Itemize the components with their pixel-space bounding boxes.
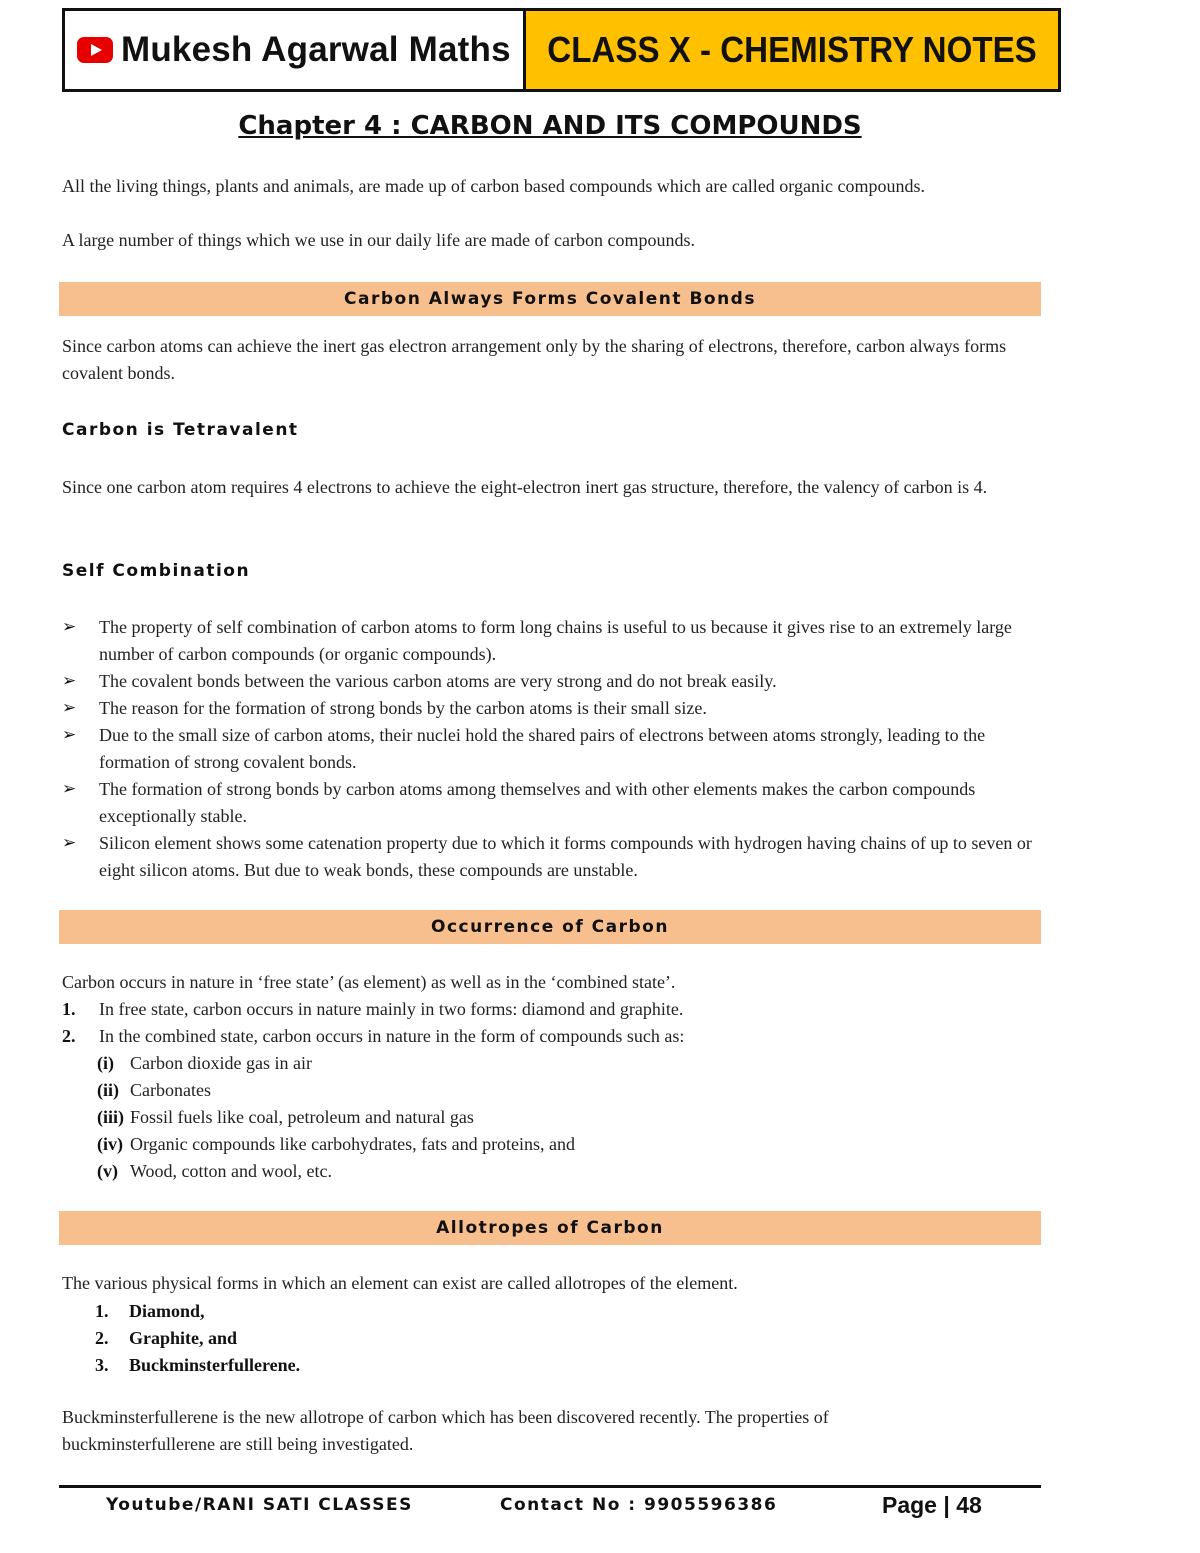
list-item-text: The reason for the formation of strong bonds by the carbon atoms is their small size.: [99, 698, 707, 718]
tetravalent-paragraph: Since one carbon atom requires 4 electrons to achieve the eight-electron inert gas structure, therefore, the valency of carbon is 4.: [62, 477, 988, 497]
allotropes-intro: The various physical forms in which an element can exist are called allotropes of the element.: [62, 1273, 738, 1293]
arrow-bullet-icon: ➢: [62, 698, 77, 718]
occurrence-intro: Carbon occurs in nature in ‘free state’ (as element) as well as in the ‘combined state’.: [62, 972, 676, 992]
list-item: [95, 1352, 300, 1379]
list-number: (i): [97, 1053, 114, 1073]
list-item-text: Silicon element shows some catenation property due to which it forms compounds with hydrogen having chains of up to seven or eight silicon atoms. But due to weak bonds, these compounds are unstable.: [99, 833, 1032, 880]
list-item-text: Carbonates: [130, 1080, 211, 1100]
brand-name: Mukesh Agarwal Maths: [121, 30, 511, 69]
list-number: 1.: [95, 1301, 109, 1321]
brand-area: [65, 11, 526, 89]
footer-contact: Contact No : 9905596386: [500, 1495, 778, 1515]
list-item: [62, 830, 1047, 884]
list-item-text: The covalent bonds between the various carbon atoms are very strong and do not break easily.: [99, 671, 777, 691]
list-item: [62, 614, 1047, 668]
intro-paragraph-2: A large number of things which we use in our daily life are made of carbon compounds.: [62, 230, 695, 250]
list-item: [97, 1077, 575, 1104]
list-item-text: The property of self combination of carbon atoms to form long chains is useful to us because it gives rise to an extremely large number of carbon compounds (or organic compounds).: [99, 617, 1012, 664]
list-item: [62, 1023, 1047, 1050]
list-item-text: The formation of strong bonds by carbon atoms among themselves and with other elements makes the carbon compounds exceptionally stable.: [99, 779, 976, 826]
header-banner: [62, 8, 1061, 92]
list-item: [97, 1158, 575, 1185]
list-item-text: Diamond,: [129, 1301, 205, 1321]
list-number: (iv): [97, 1134, 123, 1154]
arrow-bullet-icon: ➢: [62, 833, 77, 853]
list-item: [95, 1325, 300, 1352]
list-number: 2.: [95, 1328, 109, 1348]
list-item-text: Carbon dioxide gas in air: [130, 1053, 312, 1073]
list-item: [62, 996, 1047, 1023]
section-heading-covalent: Carbon Always Forms Covalent Bonds: [59, 282, 1041, 316]
list-item: [97, 1104, 575, 1131]
arrow-bullet-icon: ➢: [62, 725, 77, 745]
section-heading-occurrence: Occurrence of Carbon: [59, 910, 1041, 944]
arrow-bullet-icon: ➢: [62, 617, 77, 637]
list-item-text: Wood, cotton and wool, etc.: [130, 1161, 333, 1181]
list-item-text: Fossil fuels like coal, petroleum and natural gas: [130, 1107, 474, 1127]
youtube-icon: [77, 37, 113, 63]
list-item: [97, 1050, 575, 1077]
self-combination-list: [62, 614, 1047, 884]
arrow-bullet-icon: ➢: [62, 779, 77, 799]
chapter-title: Chapter 4 : CARBON AND ITS COMPOUNDS: [238, 111, 862, 141]
page-number: Page | 48: [882, 1492, 982, 1518]
list-number: (iii): [97, 1107, 124, 1127]
list-number: (v): [97, 1161, 118, 1181]
list-item: [62, 722, 1047, 776]
list-item-text: Due to the small size of carbon atoms, their nuclei hold the shared pairs of electrons between atoms strongly, leading to the formation of strong covalent bonds.: [99, 725, 986, 772]
occurrence-sublist: [97, 1050, 575, 1185]
covalent-paragraph: Since carbon atoms can achieve the inert gas electron arrangement only by the sharing of electrons, therefore, carbon always forms covalent bonds.: [62, 336, 1007, 383]
subheading-tetravalent: Carbon is Tetravalent: [62, 420, 299, 440]
allotropes-list: [95, 1298, 300, 1379]
list-item-text: Buckminsterfullerene.: [129, 1355, 301, 1375]
list-number: (ii): [97, 1080, 119, 1100]
list-item-text: Graphite, and: [129, 1328, 238, 1348]
list-item-text: In free state, carbon occurs in nature mainly in two forms: diamond and graphite.: [99, 999, 684, 1019]
allotropes-closing: Buckminsterfullerene is the new allotrope of carbon which has been discovered recently. The properties of buckminsterfullerene are still being investigated.: [62, 1407, 829, 1454]
list-item: [62, 668, 1047, 695]
list-item: [97, 1131, 575, 1158]
list-item-text: Organic compounds like carbohydrates, fats and proteins, and: [130, 1134, 576, 1154]
section-heading-allotropes: Allotropes of Carbon: [59, 1211, 1041, 1245]
list-number: 1.: [62, 999, 76, 1019]
list-item-text: In the combined state, carbon occurs in nature in the form of compounds such as:: [99, 1026, 685, 1046]
footer-youtube: Youtube/RANI SATI CLASSES: [106, 1495, 413, 1515]
list-number: 2.: [62, 1026, 76, 1046]
occurrence-list: [62, 996, 1047, 1050]
class-title: CLASS X - CHEMISTRY NOTES: [547, 29, 1037, 70]
footer-divider: [59, 1485, 1041, 1488]
subheading-self-combination: Self Combination: [62, 561, 251, 581]
list-number: 3.: [95, 1355, 109, 1375]
list-item: [62, 695, 1047, 722]
class-title-area: [526, 11, 1058, 89]
list-item: [95, 1298, 300, 1325]
arrow-bullet-icon: ➢: [62, 671, 77, 691]
list-item: [62, 776, 1047, 830]
intro-paragraph-1: All the living things, plants and animals, are made up of carbon based compounds which are called organic compounds.: [62, 176, 925, 196]
